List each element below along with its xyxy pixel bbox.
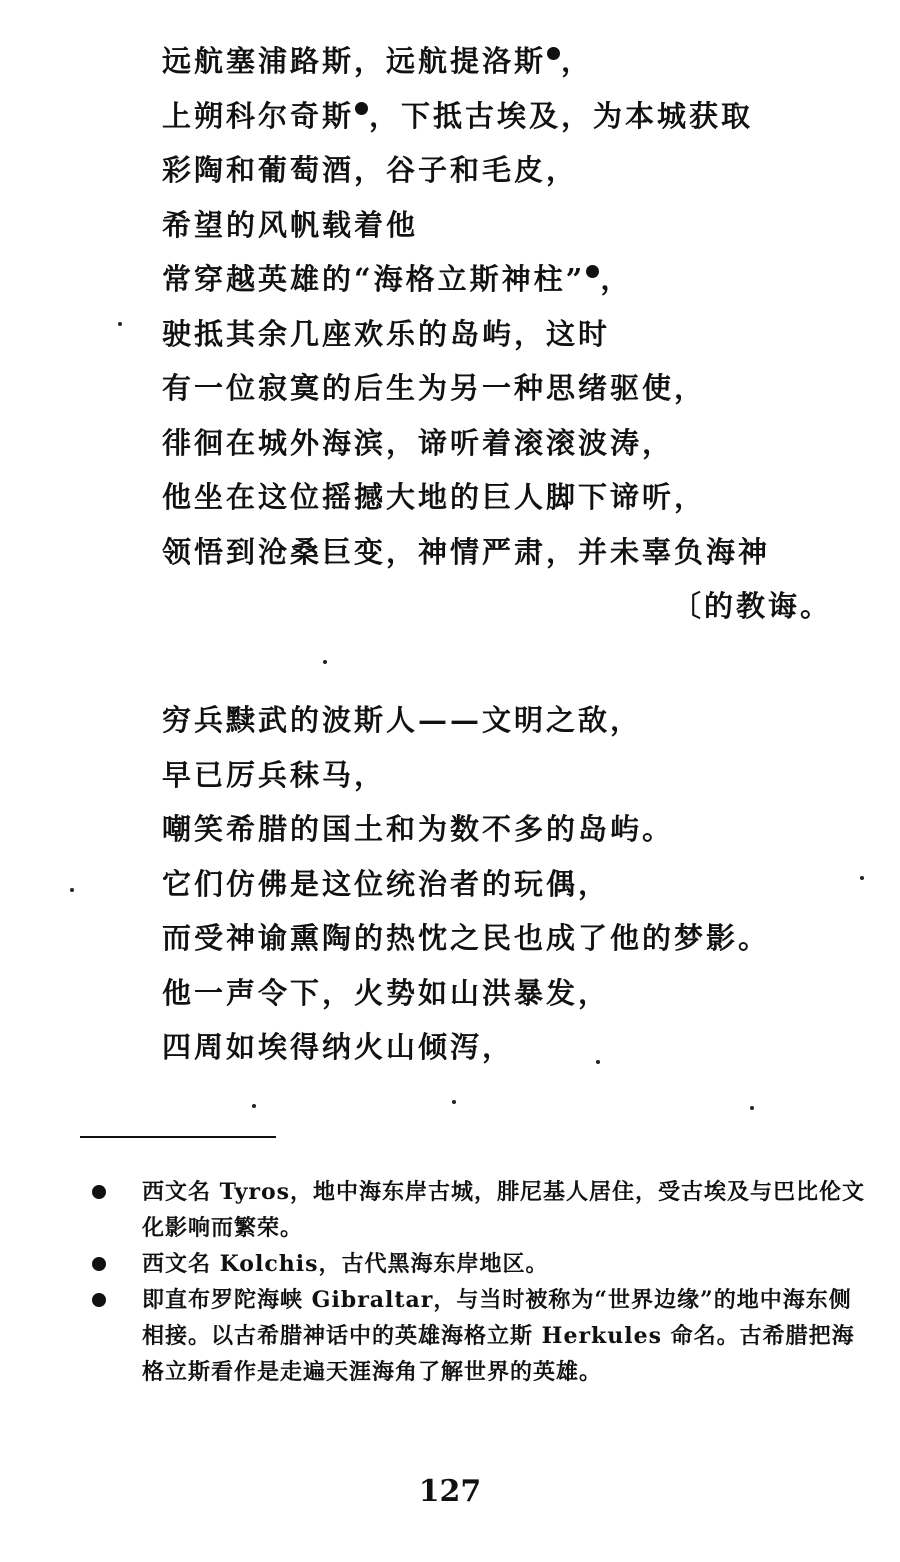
footnote-divider <box>80 1136 276 1138</box>
poem-line: 有一位寂寞的后生为另一种思绪驱使， <box>162 371 707 405</box>
footnote-bullet-icon <box>92 1185 106 1199</box>
poem-line: 彩陶和葡萄酒，谷子和毛皮， <box>162 153 579 187</box>
scan-speck <box>860 876 864 880</box>
footnote-bullet-icon <box>92 1293 106 1307</box>
scan-speck <box>70 888 74 892</box>
footnote-marker-icon <box>586 265 599 278</box>
page-number: 127 <box>418 1474 482 1509</box>
poem-line: 徘徊在城外海滨，谛听着滚滚波涛， <box>162 425 675 460</box>
scan-speck <box>118 322 122 326</box>
poem-line: 他坐在这位摇撼大地的巨人脚下谛听， <box>162 480 707 514</box>
poem-stanza-2 <box>162 693 842 1075</box>
poem-line: 希望的风帆载着他 <box>162 207 419 242</box>
footnote-marker-icon <box>547 47 560 60</box>
poem-line: 常穿越英雄的“海格立斯神柱” ， <box>162 262 633 296</box>
footnote-1: 西文名 Tyros，地中海东岸古城，腓尼基人居住，受古埃及与巴比伦文化影响而繁荣。 <box>92 1174 872 1246</box>
poem-line: 上朔科尔奇斯 ，下抵古埃及，为本城获取 <box>162 98 754 133</box>
footnote-bullet-icon <box>92 1257 106 1271</box>
scan-speck <box>750 1106 754 1110</box>
poem-stanza-1 <box>162 34 842 634</box>
scan-speck <box>252 1104 256 1108</box>
footnote-2: 西文名 Kolchis，古代黑海东岸地区。 <box>92 1246 872 1282</box>
poem-line: 嘲笑希腊的国土和为数不多的岛屿。 <box>162 812 675 846</box>
poem-line-continuation: 〔的教诲。 <box>671 589 832 623</box>
scan-speck <box>596 1060 600 1064</box>
poem-line: 早已厉兵秣马， <box>162 757 387 792</box>
poem-line: 他一声令下，火势如山洪暴发， <box>162 975 611 1010</box>
poem-line: 穷兵黩武的波斯人——文明之敌， <box>162 703 643 737</box>
poem-line: 远航塞浦路斯，远航提洛斯 ， <box>162 44 594 78</box>
footnote-marker-icon <box>355 102 368 115</box>
poem-line: 领悟到沧桑巨变，神情严肃，并未辜负海神 <box>162 534 771 569</box>
poem-line: 四周如埃得纳火山倾泻， <box>162 1030 515 1064</box>
footnote-3: 即直布罗陀海峡 Gibraltar，与当时被称为“世界边缘”的地中海东侧相接。以古希腊神话中的英雄海格立斯 Herkules 命名。古希腊把海格立斯看作是走遍天涯海角了解世界的英雄。 <box>92 1282 872 1390</box>
poem-line: 驶抵其余几座欢乐的岛屿，这时 <box>162 316 611 351</box>
poem-line: 它们仿佛是这位统治者的玩偶， <box>162 866 611 901</box>
scan-speck <box>452 1100 456 1104</box>
scan-speck <box>323 660 327 664</box>
poem-line: 而受神谕熏陶的热忱之民也成了他的梦影。 <box>162 921 771 955</box>
footnotes <box>92 1174 872 1390</box>
